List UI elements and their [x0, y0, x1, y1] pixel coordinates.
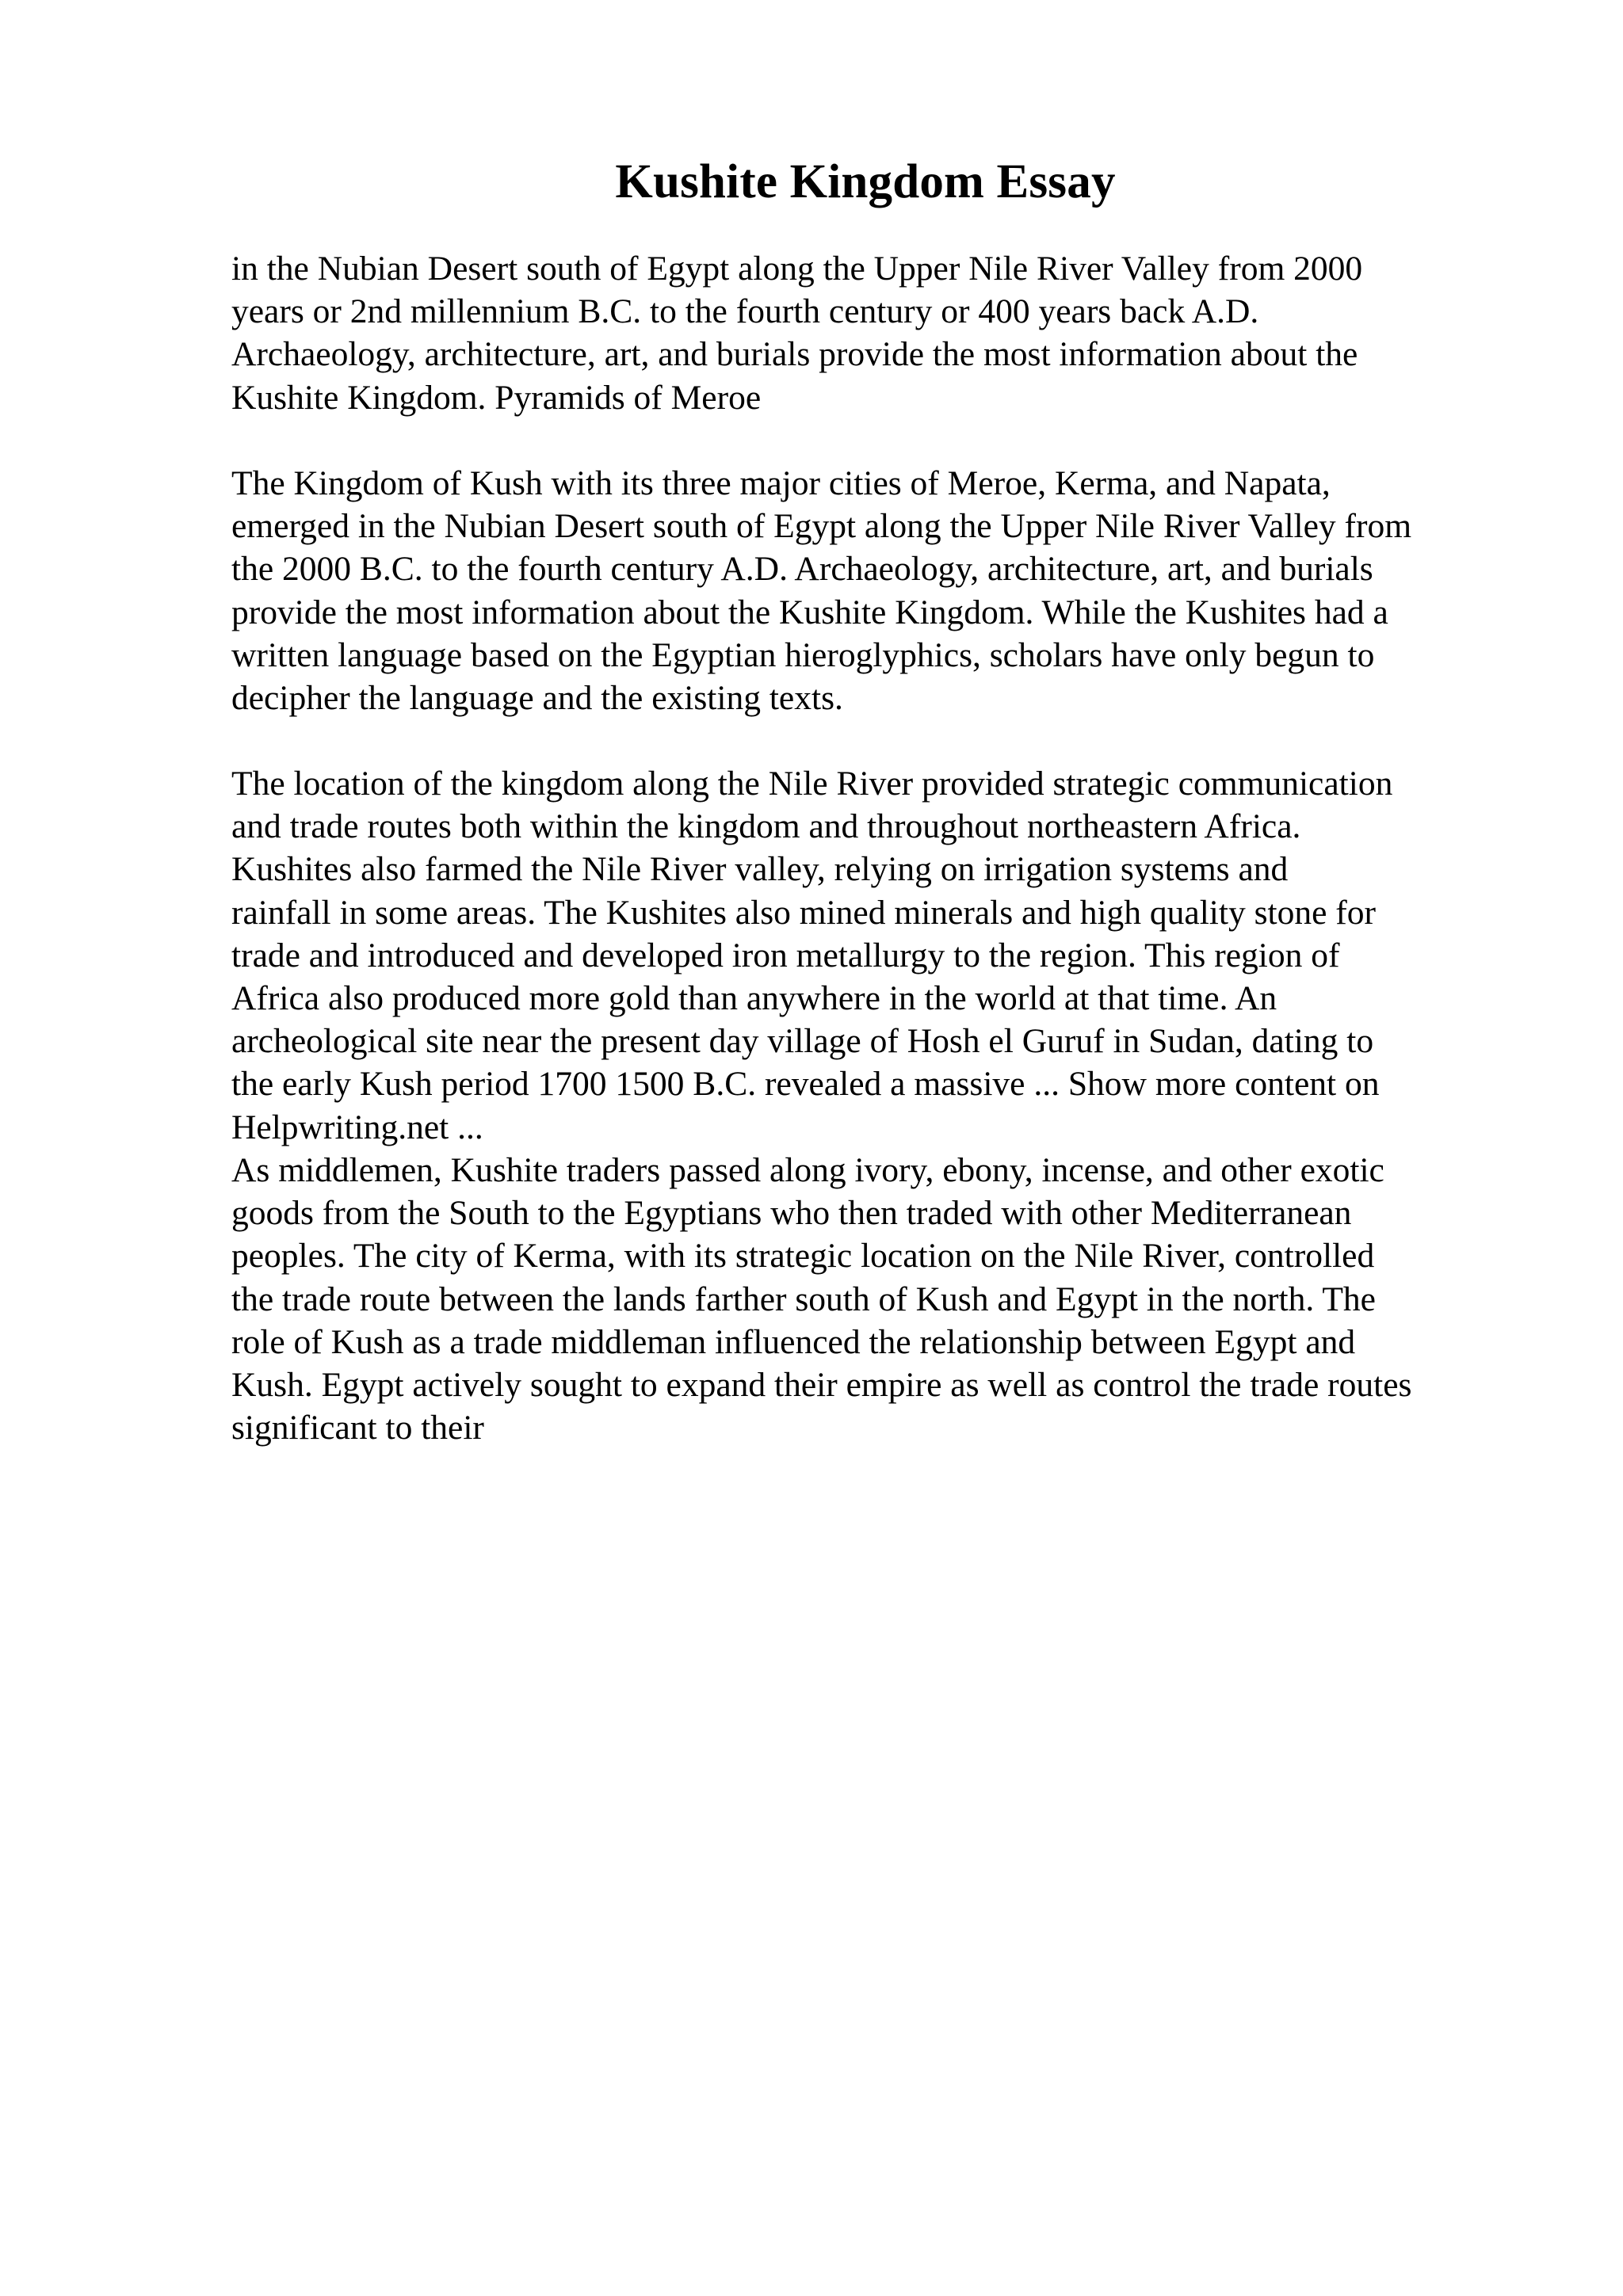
paragraph-line: The location of the kingdom along the Nile River provided strategic communication — [231, 765, 1393, 803]
paragraph-line: Helpwriting.net ... — [231, 1108, 483, 1146]
paragraph-line: The Kingdom of Kush with its three major cities of Meroe, Kerma, and Napata, — [231, 464, 1331, 502]
paragraph-2 — [231, 462, 1579, 719]
paragraph-line: As middlemen, Kushite traders passed along ivory, ebony, incense, and other exotic — [231, 1151, 1384, 1189]
paragraph-line: provide the most information about the Kushite Kingdom. While the Kushites had a — [231, 593, 1388, 631]
paragraph-3 — [231, 762, 1579, 1149]
paragraph-line: decipher the language and the existing texts. — [231, 679, 843, 718]
paragraph-line: the early Kush period 1700 1500 B.C. revealed a massive ... Show more content on — [231, 1065, 1380, 1104]
paragraph-line: peoples. The city of Kerma, with its strategic location on the Nile River, controlled — [231, 1237, 1375, 1276]
paragraph-line: Archaeology, architecture, art, and burials provide the most information about the — [231, 335, 1358, 374]
paragraph-line: Kushites also farmed the Nile River valley, relying on irrigation systems and — [231, 850, 1289, 889]
paragraph-line: written language based on the Egyptian hieroglyphics, scholars have only begun to — [231, 635, 1375, 674]
paragraph-line: trade and introduced and developed iron metallurgy to the region. This region of — [231, 936, 1340, 974]
paragraph-line: rainfall in some areas. The Kushites also mined minerals and high quality stone for — [231, 893, 1377, 932]
paragraph-line: role of Kush as a trade middleman influenced the relationship between Egypt and — [231, 1322, 1356, 1361]
paragraph-line: the trade route between the lands farther south of Kush and Egypt in the north. The — [231, 1280, 1376, 1318]
paragraph-1 — [231, 247, 1579, 419]
paragraph-line: Kushite Kingdom. Pyramids of Meroe — [231, 378, 762, 417]
document-title: Kushite Kingdom Essay — [615, 155, 1116, 208]
paragraph-line: goods from the South to the Egyptians who then traded with other Mediterranean — [231, 1194, 1352, 1233]
paragraph-line: significant to their — [231, 1409, 484, 1447]
paragraph-line: Kush. Egypt actively sought to expand their empire as well as control the trade routes — [231, 1366, 1412, 1405]
paragraph-line: in the Nubian Desert south of Egypt along the Upper Nile River Valley from 2000 — [231, 250, 1363, 288]
paragraph-line: the 2000 B.C. to the fourth century A.D. Archaeology, architecture, art, and burials — [231, 550, 1373, 589]
paragraph-line: Africa also produced more gold than anywhere in the world at that time. An — [231, 979, 1277, 1018]
paragraph-line: emerged in the Nubian Desert south of Egypt along the Upper Nile River Valley from — [231, 507, 1412, 546]
paragraph-line: years or 2nd millennium B.C. to the fourth century or 400 years back A.D. — [231, 292, 1259, 331]
paragraph-line: and trade routes both within the kingdom and throughout northeastern Africa. — [231, 807, 1301, 846]
paragraph-4 — [231, 1149, 1579, 1449]
paragraph-line: archeological site near the present day village of Hosh el Guruf in Sudan, dating to — [231, 1022, 1374, 1061]
